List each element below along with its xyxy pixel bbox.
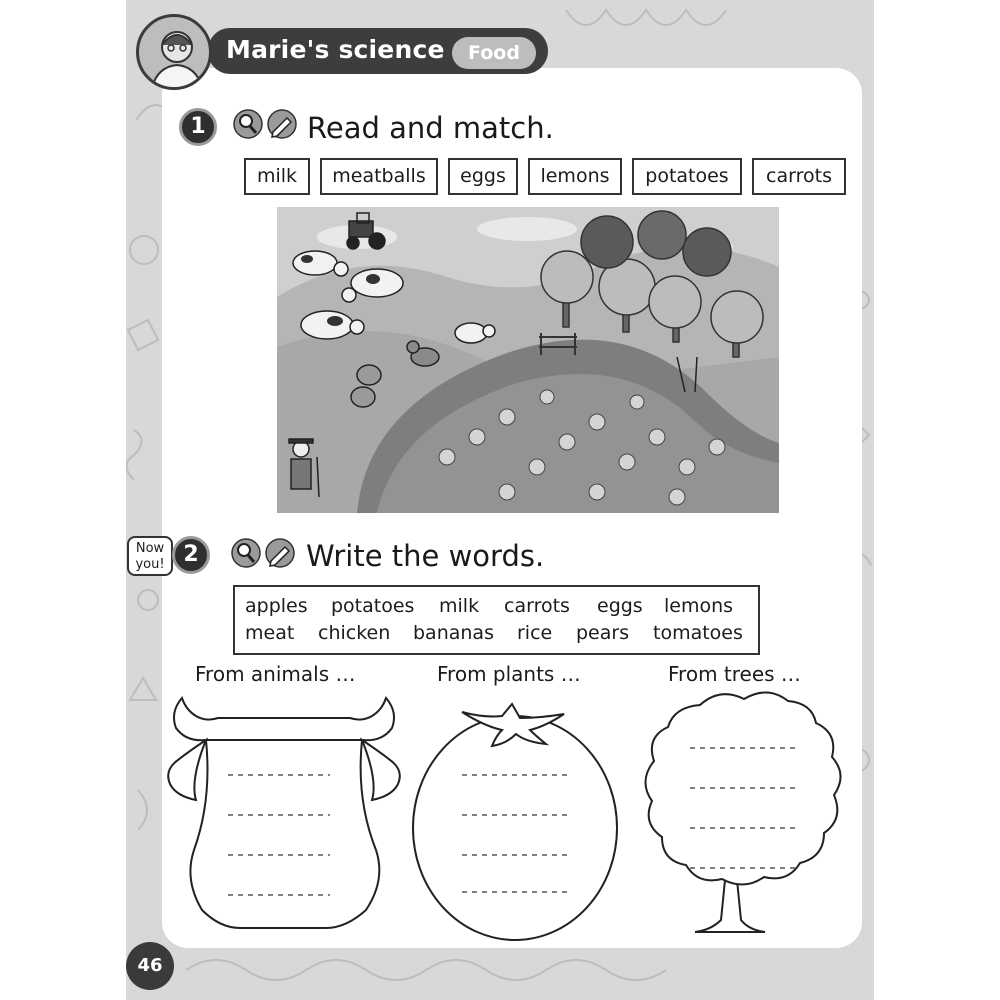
word-box-lemons: lemons: [528, 158, 622, 195]
word-bank-word: tomatoes: [653, 622, 743, 644]
tree-outline: [645, 692, 840, 932]
word-bank-word: meat: [245, 622, 295, 644]
word-box-milk: milk: [244, 158, 310, 195]
exercise-1-instruction: Read and match.: [307, 111, 554, 145]
header-title: Marie's science: [226, 35, 445, 64]
now-you-badge: Now you!: [127, 536, 173, 576]
exercise-1-number: 1: [179, 108, 217, 146]
word-bank-word: pears: [576, 622, 630, 644]
word-box-carrots: carrots: [752, 158, 846, 195]
category-label-animals: From animals …: [195, 662, 356, 686]
word-bank-word: eggs: [597, 595, 643, 617]
word-bank-word: chicken: [318, 622, 391, 644]
cow-head-outline: [168, 698, 400, 928]
word-bank-word: lemons: [664, 595, 734, 617]
word-box-eggs: eggs: [448, 158, 518, 195]
header-tab-food: Food: [452, 37, 536, 69]
page-number: 46: [126, 942, 174, 990]
exercise-2-instruction: Write the words.: [306, 539, 545, 573]
tomato-outline: [413, 704, 617, 940]
word-bank-word: carrots: [504, 595, 570, 617]
word-box-meatballs: meatballs: [320, 158, 438, 195]
category-label-plants: From plants …: [437, 662, 581, 686]
word-bank-word: potatoes: [331, 595, 415, 617]
exercise-2-number: 2: [172, 536, 210, 574]
word-bank-word: bananas: [413, 622, 494, 644]
word-box-potatoes: potatoes: [632, 158, 742, 195]
word-bank-word: apples: [245, 595, 308, 617]
word-bank-word: rice: [517, 622, 553, 644]
word-bank-word: milk: [439, 595, 480, 617]
category-label-trees: From trees …: [668, 662, 801, 686]
